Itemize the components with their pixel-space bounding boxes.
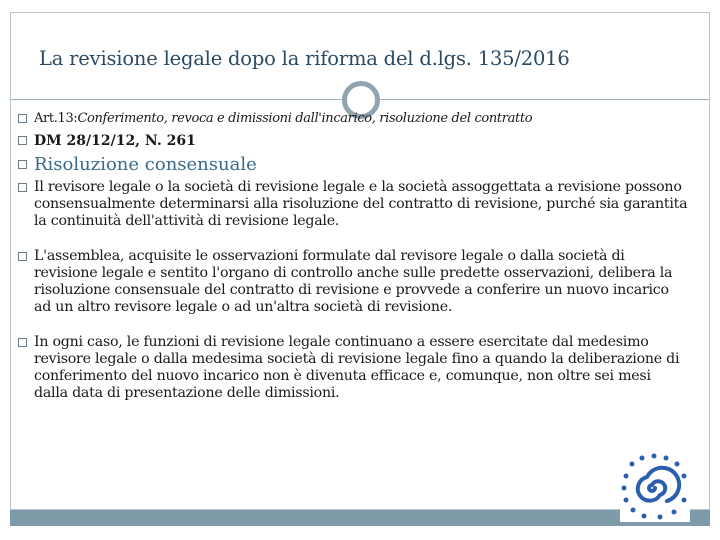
- bullet-paragraph-3: [18, 334, 688, 402]
- square-bullet-icon: [18, 136, 27, 145]
- square-bullet-icon: [18, 114, 27, 123]
- footer-accent-bar: [10, 510, 710, 526]
- bullet-heading: [18, 153, 688, 177]
- bullet-dm: [18, 131, 688, 151]
- slide-title: La revisione legale dopo la riforma del d.lgs. 135/2016: [39, 47, 570, 70]
- article-title: Conferimento, revoca e dimissioni dall'incarico, risoluzione del contratto: [77, 111, 533, 126]
- bullet-article: [18, 110, 688, 128]
- square-bullet-icon: [18, 183, 27, 192]
- paragraph-text: L'assemblea, acquisite le osservazioni formulate dal revisore legale o dalla società di revisione legale e sentito l'organo di controllo anche sulle predette osservazioni, delibera la risoluzione consensuale del contratto di revisione e provvede a conferire un nuovo incarico ad un altro revisore legale o ad un'altra società di revisione.: [34, 248, 673, 315]
- paragraph-text: Il revisore legale o la società di revisione legale e la società assoggettata a revisione possono consensualmente determinarsi alla risoluzione del contratto di revisione, purché sia garantita la continuità dell'attività di revisione legale.: [34, 179, 688, 229]
- square-bullet-icon: [18, 252, 27, 261]
- spiral-logo-icon: [620, 452, 690, 522]
- square-bullet-icon: [18, 338, 27, 347]
- section-heading: Risoluzione consensuale: [34, 154, 257, 175]
- bullet-paragraph-2: [18, 248, 688, 316]
- article-prefix: Art.13:: [34, 111, 78, 126]
- bullet-paragraph-1: [18, 179, 688, 230]
- dm-reference: DM 28/12/12, N. 261: [34, 133, 196, 149]
- paragraph-text: In ogni caso, le funzioni di revisione legale continuano a essere esercitate dal medesimo revisore legale o dalla medesima società di revisione legale fino a quando la deliberazione di conferimento del nuovo incarico non è divenuta efficace e, comunque, non oltre sei mesi dalla data di presentazione delle dimissioni.: [34, 334, 680, 401]
- slide-content: [18, 110, 688, 402]
- square-bullet-icon: [18, 160, 27, 169]
